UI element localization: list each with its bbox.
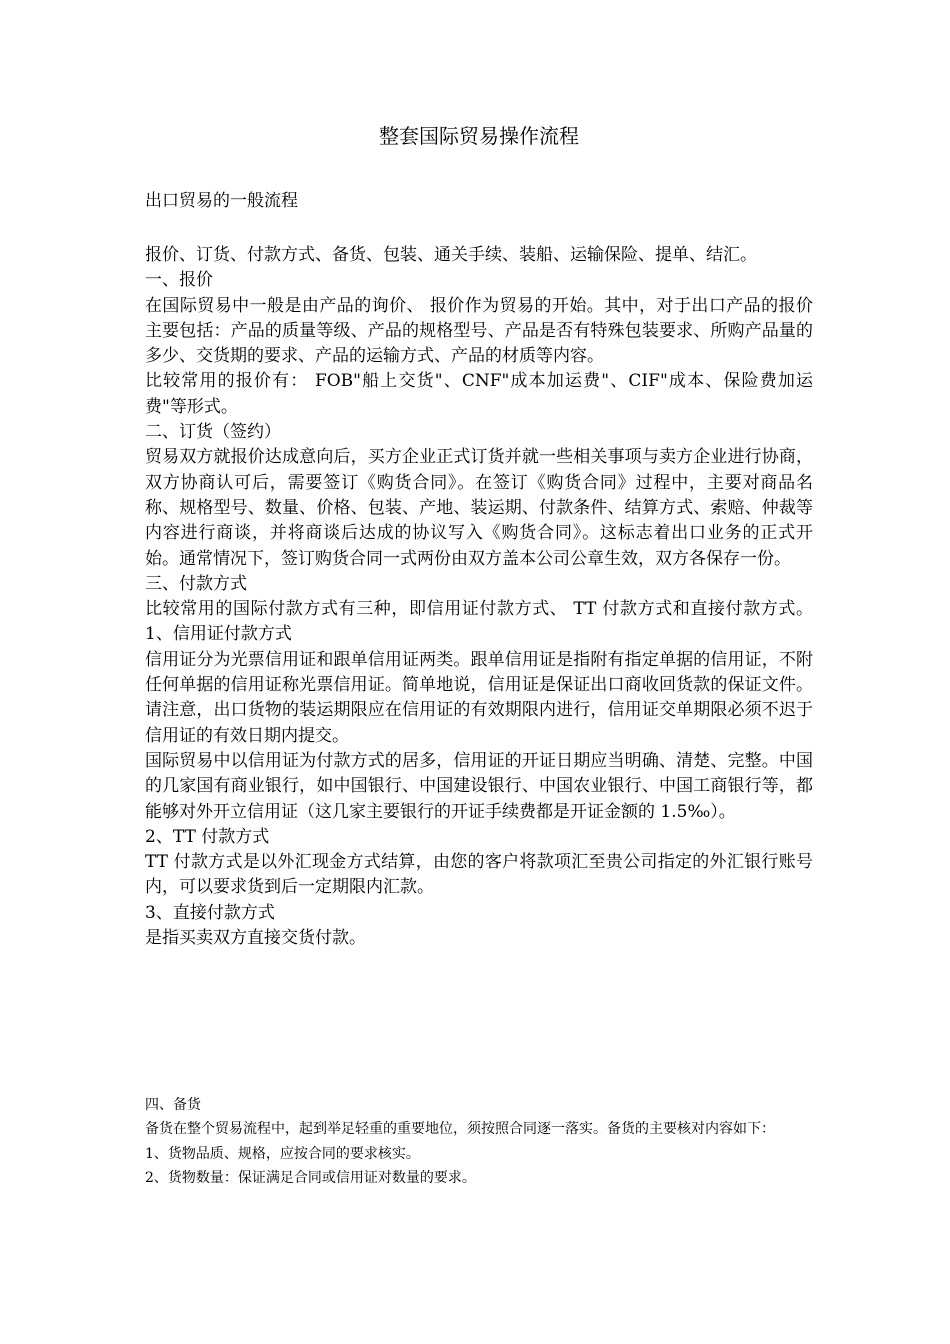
paragraph: 贸易双方就报价达成意向后，买方企业正式订货并就一些相关事项与卖方企业进行协商，双方协商认可后，需要签订《购货合同》。在签订《购货合同》过程中，主要对商品名称、规格型号、数量、价格、包装、产地、装运期、付款条件、结算方式、索赔、仲裁等内容进行商谈，并将商谈后达成的协议写入《购货合同》。这标志着出口业务的正式开始。通常情况下，签订购货合同一式两份由双方盖本公司公章生效，双方各保存一份。: [145, 447, 813, 569]
stock-section: [145, 1093, 813, 1191]
section-heading-quote: 一、报价: [145, 270, 213, 291]
document-title: 整套国际贸易操作流程: [379, 124, 579, 148]
process-summary: 报价、订货、付款方式、备货、包装、通关手续、装船、运输保险、提单、结汇。: [145, 245, 757, 265]
list-item: 2、货物数量：保证满足合同或信用证对数量的要求。: [145, 1170, 476, 1187]
paragraph: 是指买卖双方直接交货付款。: [145, 928, 366, 949]
subsection-heading-direct: 3、直接付款方式: [145, 902, 275, 923]
main-body: [145, 243, 813, 951]
paragraph: 比较常用的报价有： FOB"船上交货"、CNF"成本加运费"、CIF"成本、保险费加运费"等形式。: [145, 371, 813, 417]
paragraph: 在国际贸易中一般是由产品的询价、 报价作为贸易的开始。其中，对于出口产品的报价主要包括：产品的质量等级、产品的规格型号、产品是否有特殊包装要求、所购产品量的多少、交货期的要求、产品的运输方式、产品的材质等内容。: [145, 295, 813, 367]
section-heading-payment: 三、付款方式: [145, 573, 247, 594]
document-subtitle: 出口贸易的一般流程: [145, 191, 298, 211]
section-heading-stock: 四、备货: [145, 1097, 201, 1113]
paragraph: 比较常用的国际付款方式有三种，即信用证付款方式、 TT 付款方式和直接付款方式。1、信用证付款方式: [145, 599, 813, 645]
section-heading-order: 二、订货（签约）: [145, 422, 281, 443]
subsection-heading-tt: 2、TT 付款方式: [145, 826, 270, 847]
paragraph: TT 付款方式是以外汇现金方式结算，由您的客户将款项汇至贵公司指定的外汇银行账号内，可以要求货到后一定期限内汇款。: [145, 852, 813, 898]
paragraph: 国际贸易中以信用证为付款方式的居多，信用证的开证日期应当明确、清楚、完整。中国的几家国有商业银行，如中国银行、中国建设银行、中国农业银行、中国工商银行等，都能够对外开立信用证（这几家主要银行的开证手续费都是开证金额的 1.5‰）。: [145, 750, 813, 822]
paragraph: 备货在整个贸易流程中，起到举足轻重的重要地位，须按照合同逐一落实。备货的主要核对内容如下：: [145, 1121, 775, 1138]
paragraph: 信用证分为光票信用证和跟单信用证两类。跟单信用证是指附有指定单据的信用证，不附任何单据的信用证称光票信用证。简单地说，信用证是保证出口商收回货款的保证文件。请注意，出口货物的装运期限应在信用证的有效期限内进行，信用证交单期限必须不迟于信用证的有效日期内提交。: [145, 649, 813, 746]
list-item: 1、货物品质、规格，应按合同的要求核实。: [145, 1145, 420, 1162]
